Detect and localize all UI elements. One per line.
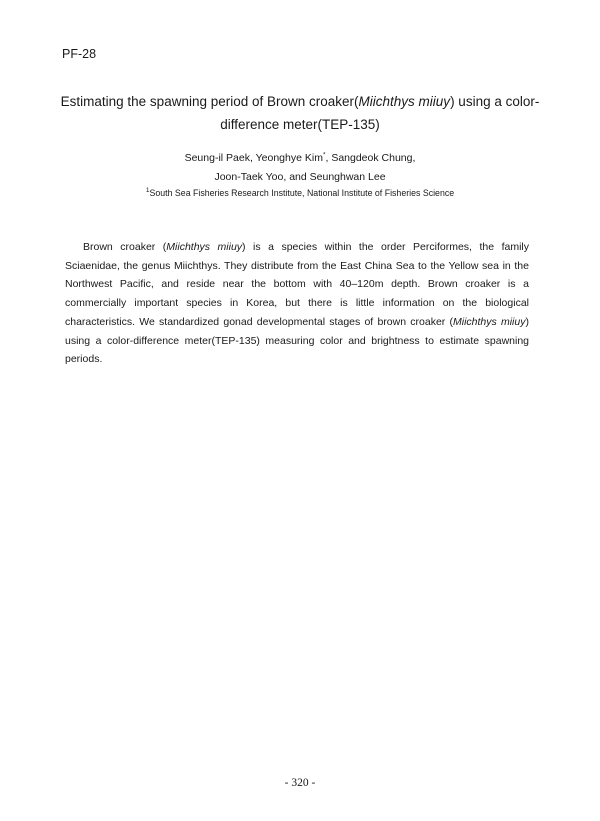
abstract-text-3: ) using a color-difference meter(TEP-135) measuring color and brightness to estimate spawning periods.: [65, 315, 529, 366]
abstract-species-name-2: Miichthys miiuy: [453, 315, 526, 328]
affiliation-mark: 1: [145, 187, 150, 195]
affiliation: [60, 186, 540, 200]
author-line-1: [60, 149, 540, 168]
abstract-paragraph: [65, 238, 529, 369]
title-text-end: ) using a color-difference meter(TEP-135): [220, 94, 540, 132]
author-line-2: Joon-Taek Yoo, and Seunghwan Lee: [214, 170, 386, 183]
page-number: - 320 -: [284, 777, 316, 789]
affiliation-text: South Sea Fisheries Research Institute, National Institute of Fisheries Science: [149, 188, 455, 198]
page-code: PF-28: [62, 47, 97, 61]
title-species-name: Miichthys miiuy: [358, 94, 451, 109]
authors-rest: , Sangdeok Chung,: [325, 152, 416, 164]
paper-title: [60, 90, 540, 136]
corresponding-author-mark: *: [322, 151, 326, 159]
author-list: [60, 149, 540, 186]
abstract-text-2: ) is a species within the order Perciformes, the family Sciaenidae, the genus Miichthys. They distribute from the East China Sea to the Yellow sea in the Northwest Pacific, and reside near the bottom with 40–120m depth. Brown croaker is a commercially important species in Korea, but there is little information on the biological characteristics. We standardized gonad developmental stages of brown croaker (: [65, 241, 529, 328]
authors-first: Seung-il Paek, Yeonghye Kim: [184, 152, 323, 164]
abstract-text-1: Brown croaker (: [83, 241, 167, 253]
title-text-start: Estimating the spawning period of Brown croaker(: [60, 94, 359, 109]
abstract-species-name-1: Miichthys miiuy: [166, 241, 243, 253]
